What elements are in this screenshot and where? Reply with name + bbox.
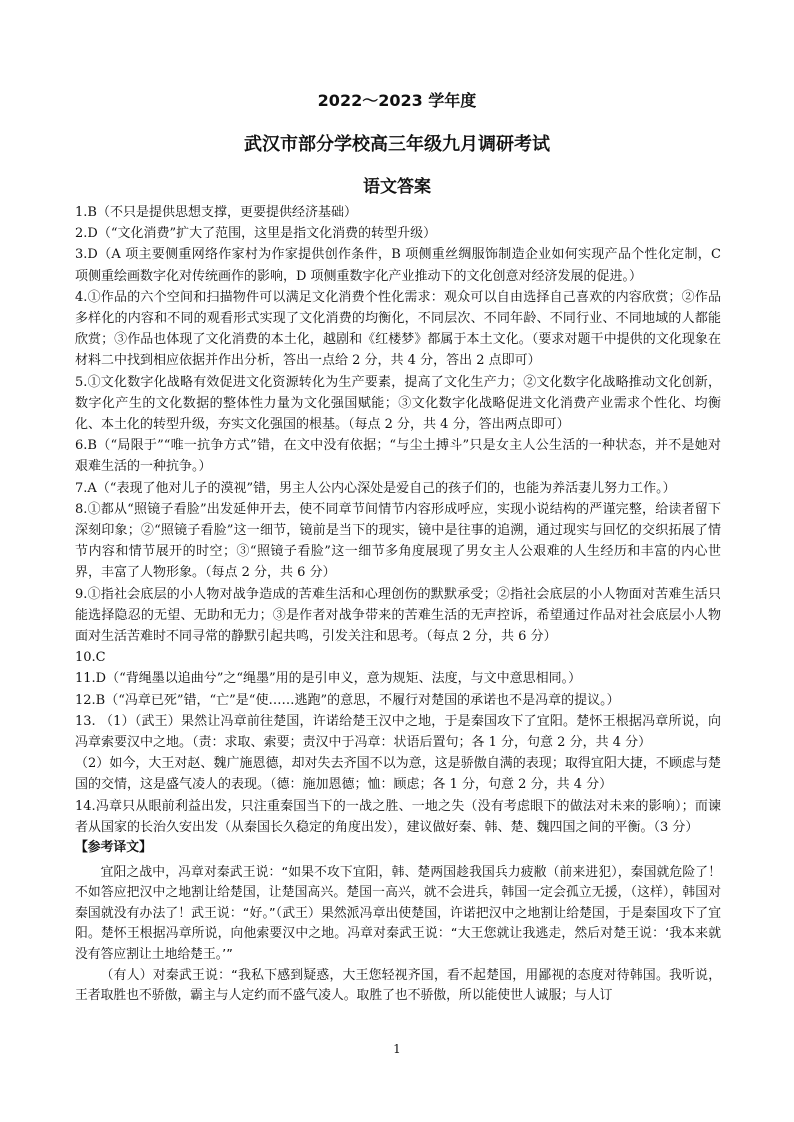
answer-list xyxy=(75,202,721,838)
answer-item: 3.D（A 项主要侧重网络作家村为作家提供创作条件，B 项侧重丝绸服饰制造企业如何实现产品个性化定制，C 项侧重绘画数字化对传统画作的影响，D 项侧重数字化产业推动下的文化创意对经济发展的促进。） xyxy=(75,247,721,284)
answer-item: （2）如今，大王对赵、魏广施恩德，却对失去齐国不以为意，这是骄傲自满的表现；取得宜阳大捷，不顾虑与楚国的交情，这是盛气凌人的表现。（德：施加恩德；恤：顾虑；各 1 分，句意 2 分，共 4 分） xyxy=(75,756,721,793)
reference-paragraph: （有人）对秦武王说：“我私下感到疑惑，大王您轻视齐国，看不起楚国，用鄙视的态度对待韩国。我听说，王者取胜也不骄傲，霸主与人定约而不盛气凌人。取胜了也不骄傲，所以能使世人诚服；与人订 xyxy=(75,967,721,1004)
answer-item: 9.①指社会底层的小人物对战争造成的苦难生活和心理创伤的默默承受；②指社会底层的小人物面对苦难生活只能选择隐忍的无望、无助和无力；③是作者对战争带来的苦难生活的无声控诉，希望通过作品对社会底层小人物面对生活苦难时不同寻常的静默引起共鸣，引发关注和思考。（每点 2 分，共 6 分） xyxy=(75,586,721,645)
reference-heading: 【参考译文】 xyxy=(75,840,152,855)
answer-item: 12.B（“冯章已死”错，“亡”是“使……逃跑”的意思，不履行对楚国的承诺也不是冯章的提议。） xyxy=(75,692,620,708)
answer-item: 8.①都从“照镜子看脸”出发延伸开去，使不同章节间情节内容形成呼应，实现小说结构的严谨完整，给读者留下深刻印象；②“照镜子看脸”这一细节，镜前是当下的现实，镜中是往事的追溯，通过现实与回忆的交织拓展了情节内容和情节展开的时空；③“照镜子看脸”这一细节多角度展现了男女主人公艰难的人生经历和丰富的内心世界，丰富了人物形象。（每点 2 分，共 6 分） xyxy=(75,501,721,581)
answer-key-subtitle: 语文答案 xyxy=(363,177,431,197)
answer-item: 4.①作品的六个空间和扫描物件可以满足文化消费个性化需求：观众可以自由选择自己喜欢的内容欣赏；②作品多样化的内容和不同的观看形式实现了文化消费的均衡化，不同层次、不同年龄、不同行业、不同地域的人都能欣赏；③作品也体现了文化消费的本土化，越剧和《红楼梦》都属于本土文化。（要求对题干中提供的文化现象在材料二中找到相应依据并作出分析，答出一点给 2 分，共 4 分，答出 2 点即可） xyxy=(75,289,721,369)
answer-item: 13. （1）（武王）果然让冯章前往楚国，许诺给楚王汉中之地，于是秦国攻下了宜阳。楚怀王根据冯章所说，向冯章索要汉中之地。（责：求取、索要；责汉中于冯章：状语后置句；各 1 分，句意 2 分，共 4 分） xyxy=(75,713,721,751)
answer-item: 7.A（“表现了他对儿子的漠视”错，男主人公内心深处是爱自己的孩子们的，也能为养活妻儿努力工作。） xyxy=(75,480,676,496)
school-year-heading: 2022～2023 学年度 xyxy=(317,91,477,110)
answer-item: 2.D（“文化消费”扩大了范围，这里是指文化消费的转型升级） xyxy=(75,226,437,242)
reference-translation xyxy=(75,838,721,1007)
exam-title: 武汉市部分学校高三年级九月调研考试 xyxy=(244,134,550,155)
answer-item: 5.①文化数字化战略有效促进文化资源转化为生产要素，提高了文化生产力；②文化数字化战略推动文化创新，数字化产生的文化数据的整体性力量为文化强国赋能；③文化数字化战略促进文化消费产业需求个性化、均衡化、本土化的转型升级，夯实文化强国的根基。（每点 2 分，共 4 分，答出两点即可） xyxy=(75,374,721,433)
answer-item: 6.B（“局限于”“唯一抗争方式”错，在文中没有依据；“与尘土搏斗”只是女主人公生活的一种状态，并不是她对艰难生活的一种抗争。） xyxy=(75,438,721,475)
answer-item: 10.C xyxy=(75,650,106,666)
answer-item: 14.冯章只从眼前利益出发，只注重秦国当下的一战之胜、一地之失（没有考虑眼下的做法对未来的影响）；而谏者从国家的长治久安出发（从秦国长久稳定的角度出发），建议做好秦、韩、楚、魏四国之间的平衡。（3 分） xyxy=(75,798,721,835)
answer-item: 1.B（不只是提供思想支撑，更要提供经济基础） xyxy=(75,205,357,220)
answer-item: 11.D（“背绳墨以追曲兮”之“绳墨”用的是引申义，意为规矩、法度，与文中意思相同。） xyxy=(75,671,582,687)
reference-paragraph: 宜阳之战中，冯章对秦武王说：“如果不攻下宜阳，韩、楚两国趁我国兵力疲敝（前来进犯），秦国就危险了！不如答应把汉中之地割让给楚国，让楚国高兴。楚国一高兴，就不会进兵，韩国一定会孤立无援，（这样），韩国对秦国就没有办法了！武王说：“好。”（武王）果然派冯章出使楚国，许诺把汉中之地割让给楚国，于是秦国攻下了宜阳。楚怀王根据冯章所说，向他索要汉中之地。冯章对秦武王说：“大王您就让我逃走，然后对楚王说：‘我本来就没有答应割让土地给楚王。’” xyxy=(75,864,721,962)
page-number: 1 xyxy=(393,1042,401,1056)
